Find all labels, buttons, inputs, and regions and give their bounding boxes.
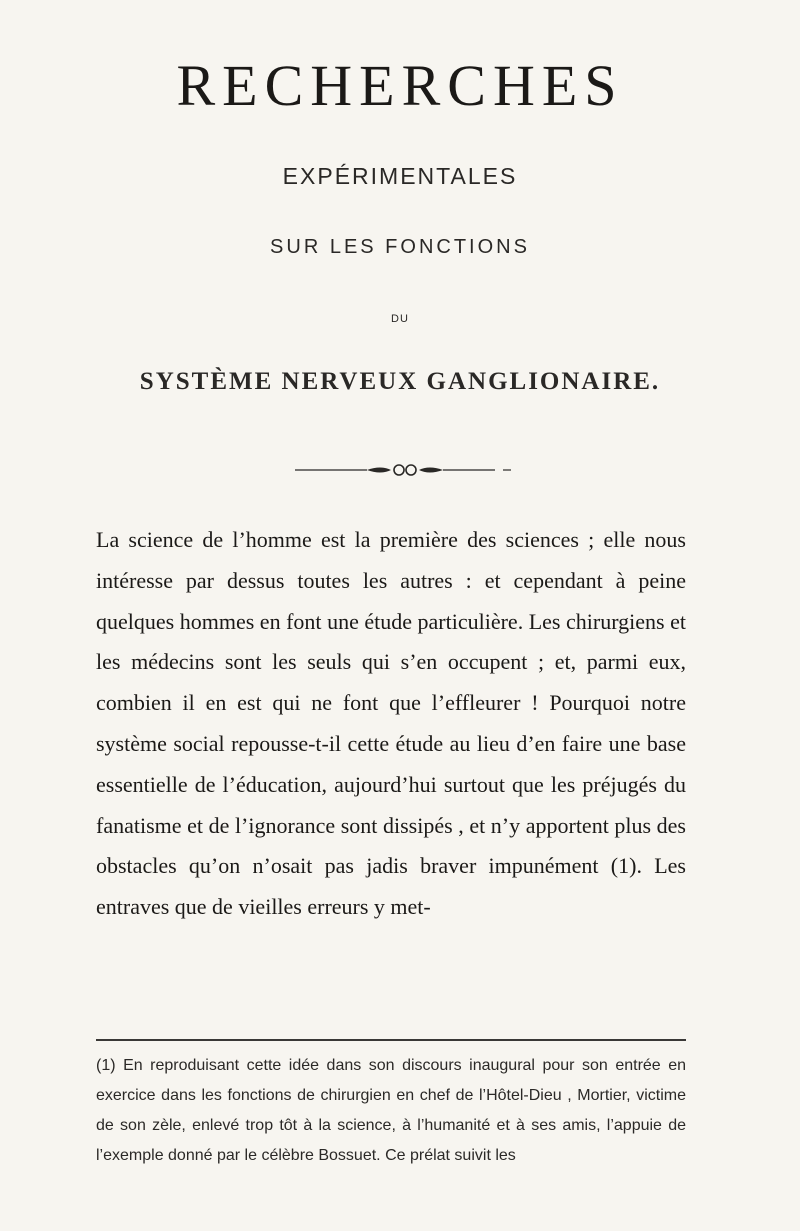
title-systeme-nerveux: SYSTÈME NERVEUX GANGLIONAIRE. <box>139 368 661 395</box>
title-recherches: RECHERCHES <box>176 53 624 118</box>
main-paragraph: La science de l’homme est la première des sciences ; elle nous intéresse par dessus toutes les autres : et cependant à peine quelques hommes en font une étude particulière. Les chirurgiens et les médecins sont les seuls qui s’en occupent ; et, parmi eux, combien il en est qui ne font que l’effleurer ! Pourquoi notre système social repousse-t-il cette étude au lieu d’en faire une base essentielle de l’éducation, aujourd’hui surtout que les préjugés du fanatisme et de l’ignorance sont dissipés , et n’y apportent plus des obstacles qu’on n’osait pas jadis braver impunément (1). Les entraves que de vieilles erreurs y met- <box>96 527 686 920</box>
title-du: DU <box>391 313 409 325</box>
footnote-divider <box>96 1039 686 1041</box>
title-sur-les-fonctions: SUR LES FONCTIONS <box>270 236 530 258</box>
title-experimentales: EXPÉRIMENTALES <box>282 163 518 189</box>
ornament-divider-icon <box>295 462 515 478</box>
footnote-text: (1) En reproduisant cette idée dans son discours inaugural pour son entrée en exercice dans les fonctions de chirurgien en chef de l’Hôtel-Dieu , Mortier, victime de son zèle, enlevé trop tôt à la science, à l’humanité et à ses amis, l’appuie de l’exemple donné par le célèbre Bossuet. Ce prélat suivit les <box>96 1057 686 1164</box>
